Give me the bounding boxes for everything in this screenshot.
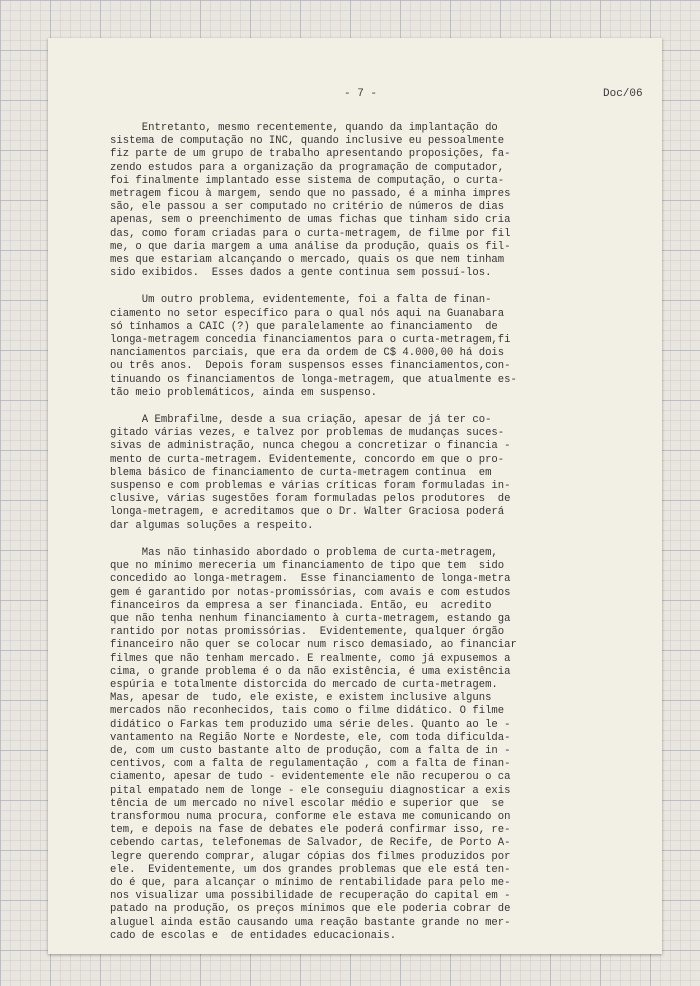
- text-line: sido exibidos. Esses dados a gente continua sem possuí-los.: [110, 267, 492, 280]
- text-line: Um outro problema, evidentemente, foi a falta de finan-: [110, 294, 492, 307]
- text-line: foi finalmente implantado esse sistema de computação, o curta-: [110, 174, 505, 187]
- text-line: legre querendo comprar, alugar cópias dos filmes produzidos por: [110, 850, 511, 863]
- text-line: gitado várias vezes, e talvez por problemas de mudanças suces-: [110, 427, 505, 440]
- text-line: fiz parte de um grupo de trabalho apresentando proposições, fa-: [110, 148, 511, 161]
- text-line: aluguel ainda estão causando uma reação bastante grande no mer-: [110, 916, 511, 929]
- paragraph-1: [110, 122, 610, 280]
- paragraph-4: [110, 547, 610, 943]
- text-line: rantido por notas promissórias. Evidentemente, qualquer órgão: [110, 626, 505, 639]
- text-line: ciamento no setor específico para o qual nós aqui na Guanabara: [110, 307, 505, 320]
- text-line: nos visualizar uma possibilidade de recuperação do capital em -: [110, 890, 511, 903]
- text-line: suspenso e com problemas e várias críticas foram formuladas in-: [110, 480, 511, 493]
- text-line: financeiros da empresa a ser financiada. Então, eu acredito: [110, 599, 492, 612]
- paragraph-3: [110, 414, 610, 533]
- document-reference: Doc/06: [603, 88, 643, 100]
- body-text: [110, 122, 610, 957]
- text-line: zendo estudos para a organização da programação de computador,: [110, 161, 505, 174]
- text-line: transformou numa procura, conforme ele estava me comunicando on: [110, 810, 511, 823]
- text-line: tência de um mercado no nível escolar médio e superior que se: [110, 797, 505, 810]
- text-line: sistema de computação no INC, quando inclusive eu pessoalmente: [110, 135, 505, 148]
- text-line: Mas, apesar de tudo, ele existe, e existem inclusive alguns: [110, 692, 492, 705]
- text-line: são, ele passou a ser computado no critério de números de dias: [110, 201, 505, 214]
- text-line: tão meio problemáticos, ainda em suspenso.: [110, 386, 378, 399]
- text-line: ciamento, apesar de tudo - evidentemente ele não recuperou o ca: [110, 771, 511, 784]
- text-line: tem, e depois na fase de debates ele poderá confirmar isso, re-: [110, 824, 511, 837]
- text-line: blema básico de financiamento de curta-metragem continua em: [110, 466, 492, 479]
- text-line: sivas de administração, nunca chegou a concretizar o financia -: [110, 440, 511, 453]
- typewritten-page: [48, 38, 662, 954]
- text-line: pital empatado nem de longe - ele conseguiu diagnosticar a exis: [110, 784, 511, 797]
- text-line: longa-metragem, e acreditamos que o Dr. Walter Graciosa poderá: [110, 506, 505, 519]
- text-line: mento de curta-metragem. Evidentemente, concordo em que o pro-: [110, 453, 505, 466]
- paragraph-2: [110, 294, 610, 400]
- text-line: só tínhamos a CAIC (?) que paralelamente ao financiamento de: [110, 320, 498, 333]
- page-header: [48, 88, 662, 104]
- text-line: ou três anos. Depois foram suspensos esses financiamentos,con-: [110, 360, 511, 373]
- text-line: de, com um custo bastante alto de produção, com a falta de in -: [110, 744, 511, 757]
- text-line: cebendo cartas, telefonemas de Salvador, de Recife, de Porto A-: [110, 837, 511, 850]
- page-number: - 7 -: [344, 88, 378, 100]
- text-line: ele. Evidentemente, um dos grandes problemas que ele está ten-: [110, 863, 511, 876]
- text-line: espúria e totalmente distorcida do mercado de curta-metragem.: [110, 678, 498, 691]
- text-line: me, o que daria margem a uma análise da produção, quais os fil-: [110, 240, 511, 253]
- text-line: nanciamentos parciais, que era da ordem de C$ 4.000,00 há dois: [110, 347, 505, 360]
- text-line: cado de escolas e de entidades educacionais.: [110, 929, 397, 942]
- text-line: que não tenha nenhum financiamento à curta-metragem, estando ga: [110, 612, 511, 625]
- text-line: A Embrafilme, desde a sua criação, apesar de já ter co-: [110, 414, 492, 427]
- text-line: que no mínimo mereceria um financiamento de tipo que tem sido: [110, 560, 505, 573]
- text-line: cima, o grande problema é o da não existência, é uma existência: [110, 665, 511, 678]
- text-line: filmes que não tenham mercado. E realmente, como já expusemos a: [110, 652, 511, 665]
- text-line: apenas, sem o preenchimento de umas fichas que tinham sido cria: [110, 214, 511, 227]
- text-line: das, como foram criadas para o curta-metragem, de filme por fil: [110, 227, 511, 240]
- text-line: centivos, com a falta de regulamentação , com a falta de finan-: [110, 758, 511, 771]
- text-line: dar algumas soluções a respeito.: [110, 519, 314, 532]
- text-line: clusive, várias sugestões foram formuladas pelos produtores de: [110, 493, 511, 506]
- text-line: patado na produção, os preços mínimos que ele poderia cobrar de: [110, 903, 511, 916]
- text-line: Mas não tinhasido abordado o problema de curta-metragem,: [110, 546, 498, 559]
- text-line: vantamento na Região Norte e Nordeste, ele, com toda dificulda-: [110, 731, 511, 744]
- text-line: tinuando os financiamentos de longa-metragem, que atualmente es-: [110, 373, 517, 386]
- text-line: do é que, para alcançar o mínimo de rentabilidade para pelo me-: [110, 876, 511, 889]
- text-line: mercados não reconhecidos, tais como o filme didático. O filme: [110, 705, 505, 718]
- text-line: metragem ficou à margem, sendo que no passado, é a minha impres: [110, 188, 511, 201]
- text-line: didático o Farkas tem produzido uma série deles. Quanto ao le -: [110, 718, 511, 731]
- text-line: Entretanto, mesmo recentemente, quando da implantação do: [110, 122, 498, 134]
- text-line: mes que estariam alcançando o mercado, quais os que nem tinham: [110, 254, 505, 267]
- text-line: longa-metragem concedia financiamentos para o curta-metragem,fi: [110, 334, 511, 347]
- text-line: concedido ao longa-metragem. Esse financiamento de longa-metra: [110, 573, 511, 586]
- text-line: financeiro não quer se colocar num risco demasiado, ao financiar: [110, 639, 517, 652]
- text-line: gem é garantido por notas-promissórias, com avais e com estudos: [110, 586, 511, 599]
